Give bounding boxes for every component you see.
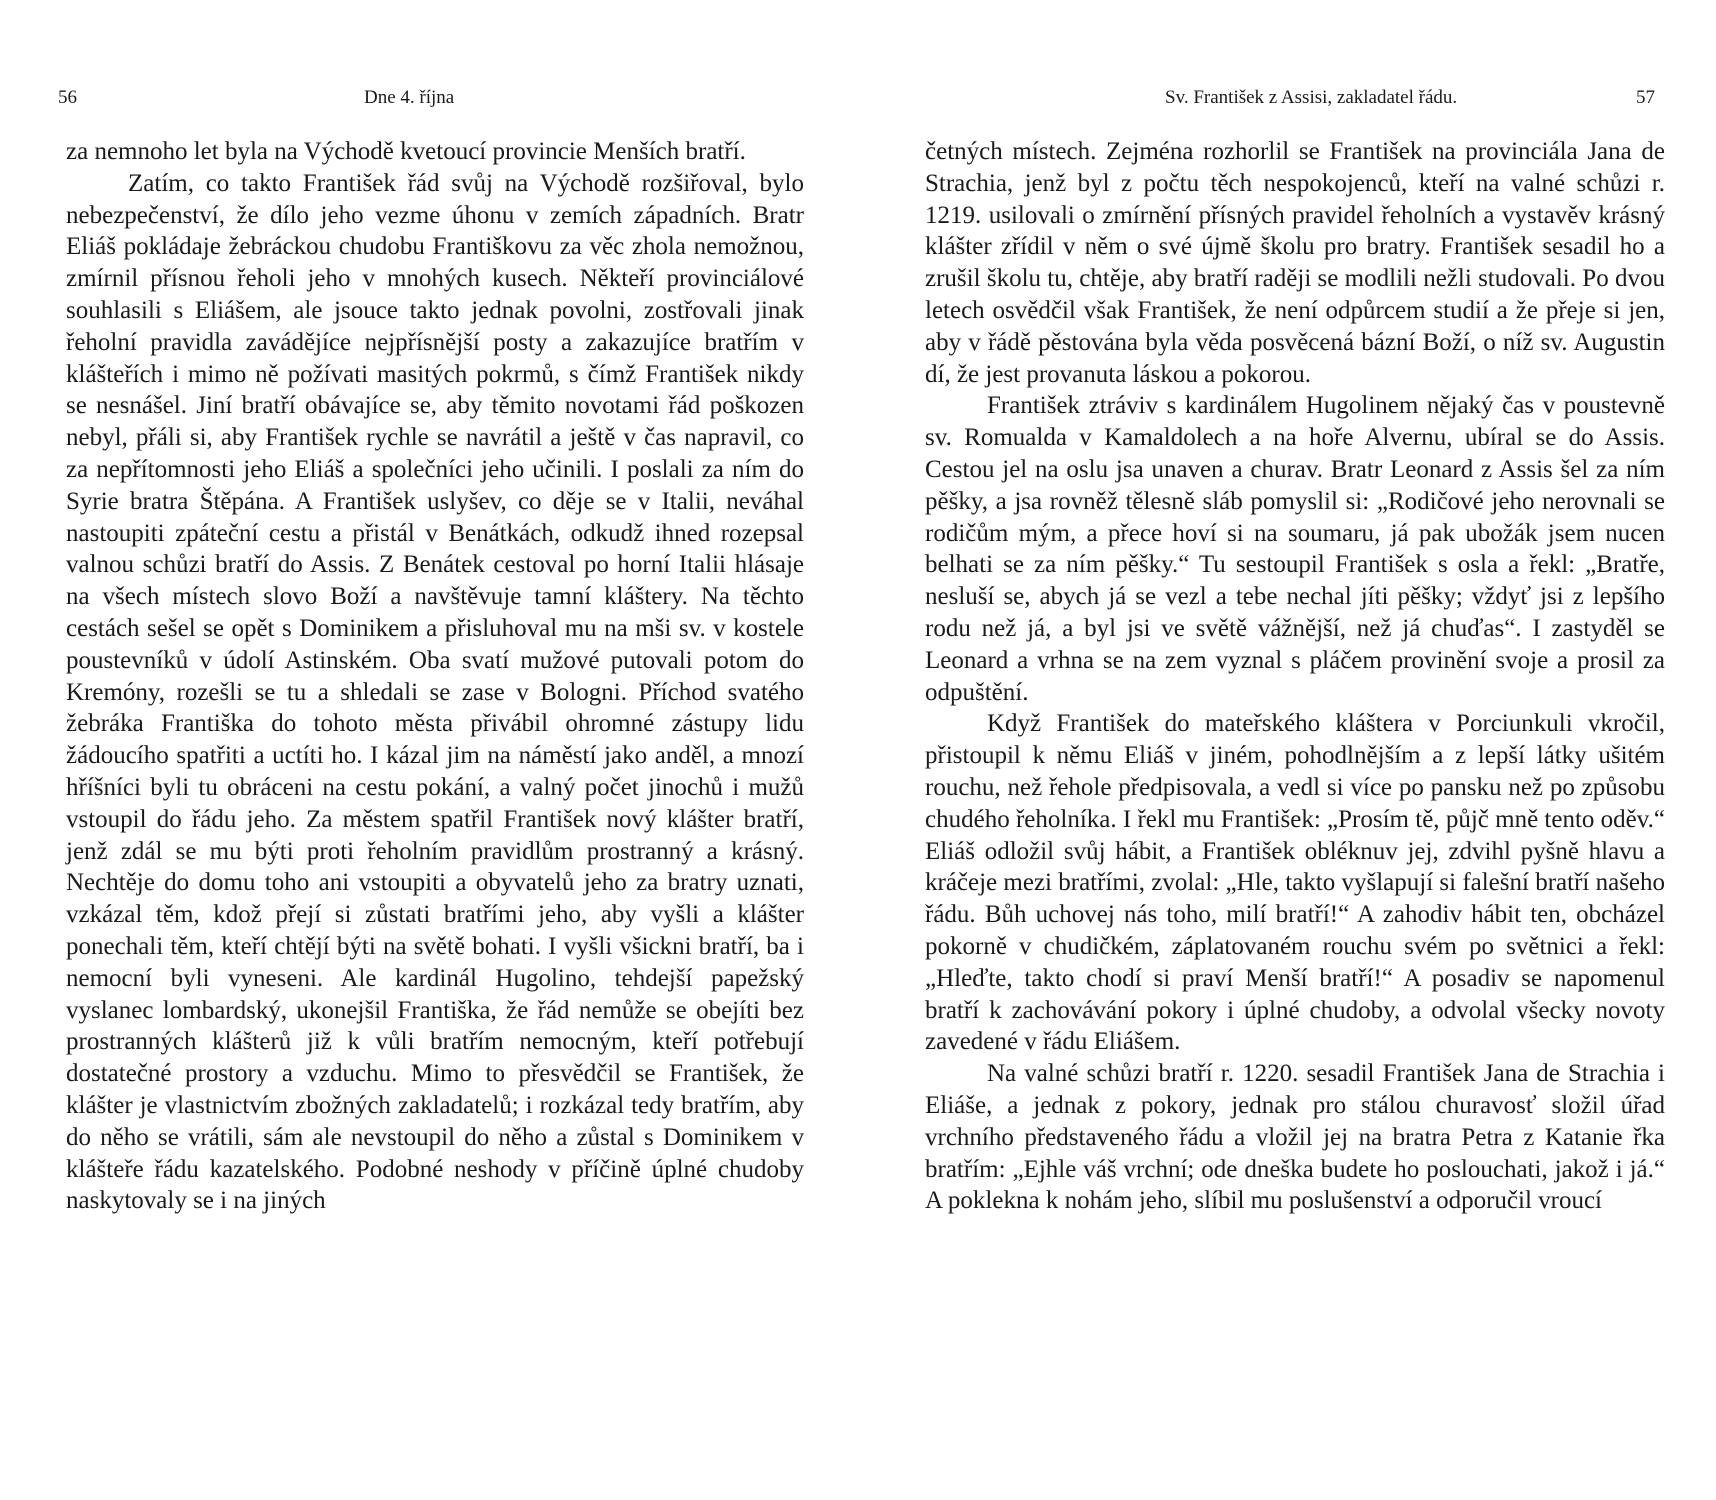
right-page-body	[925, 136, 1665, 1217]
running-title: Sv. František z Assisi, zakladatel řádu.	[1165, 87, 1458, 108]
paragraph: Na valné schůzi bratří r. 1220. sesadil František Jana de Strachia i Eliáše, a jednak z pokory, jednak pro stálou churavosť složil úřad vrchního představeného řádu a vložil jej na bratra Petra z Katanie řka bratřím: „Ejhle váš vrchní; ode dneška budete ho poslouchati, jakož i já.“ A poklekna k nohám jeho, slíbil mu poslušenství a odporučil vroucí	[925, 1060, 1665, 1215]
left-page-header	[58, 86, 814, 116]
paragraph: četných místech. Zejména rozhorlil se František na provinciála Jana de Strachia, jenž byl z počtu těch nespokojenců, kteří na valné schůzi r. 1219. usilovali o zmírnění přísných pravidel řeholních a vystavěv krásný klášter zřídil v něm o své újmě školu pro bratry. František sesadil ho a zrušil školu tu, chtěje, aby bratří raději se modlili nežli studovali. Po dvou letech osvědčil však František, že není odpůrcem studií a že přeje si jen, aby v řádě pěstována byla věda posvěcená bázní Boží, o níž sv. Augustin dí, že jest provanuta láskou a pokorou.	[925, 138, 1665, 388]
running-title: Dne 4. října	[364, 87, 455, 108]
right-page-header	[901, 86, 1655, 116]
page-number: 57	[1636, 87, 1655, 108]
left-page-body	[66, 136, 804, 1217]
paragraph: za nemnoho let byla na Východě kvetoucí provincie Menších bratří.	[66, 138, 746, 165]
paragraph: Zatím, co takto František řád svůj na Východě rozšiřoval, bylo nebezpečenství, že dílo jeho vezme úhonu v zemích západních. Bratr Eliáš pokládaje žebráckou chudobu Františkovu za věc zhola nemožnou, zmírnil přísnou řeholi jeho v mnohých kusech. Někteří provinciálové souhlasili s Eliášem, ale jsouce takto jednak povolni, zostřovali jinak řeholní pravidla zavádějíce nejpřísnější posty a zakazujíce bratřím v klášteřích i mimo ně požívati masitých pokrmů, s čímž František nikdy se nesnášel. Jiní bratří obávajíce se, aby těmito novotami řád poškozen nebyl, přáli si, aby František rychle se navrátil a ještě v čas napravil, co za nepřítomnosti jeho Eliáš a společníci jeho učinili. I poslali za ním do Syrie bratra Štěpána. A František uslyšev, co děje se v Italii, neváhal nastoupiti zpáteční cestu a přistál v Benátkách, odkudž ihned rozepsal valnou schůzi bratří do Assis. Z Benátek cestoval po horní Italii hlásaje na všech místech slovo Boží a navštěvuje tamní kláštery. Na těchto cestách sešel se opět s Dominikem a přisluhoval mu na mši sv. v kostele poustevníků v údolí Astinském. Oba svatí mužové putovali potom do Kremóny, rozešli se tu a shledali se zase v Bologni. Příchod svatého žebráka Františka do tohoto města přivábil ohromné zástupy lidu žádoucího spatřiti a uctíti ho. I kázal jim na náměstí jako anděl, a mnozí hříšníci byli tu obráceni na cestu pokání, a valný počet jinochů i mužů vstoupil do řádu jeho. Za městem spatřil František nový klášter bratří, jenž zdál se mu býti proti řeholním pravidlům prostranný a krásný. Nechtěje do domu toho ani vstoupiti a obyvatelů jeho za bratry uznati, vzkázal těm, kdož přejí si zůstati bratřími jeho, aby vyšli a klášter ponechali těm, kteří chtějí býti na světě bohati. I vyšli všickni bratří, ba i nemocní byli vyneseni. Ale kardinál Hugolino, tehdejší papežský vyslanec lombardský, ukonejšil Františka, že řád nemůže se obejíti bez prostranných klášterů již k vůli bratřím nemocným, kteří potřebují dostatečné prostory a vzduchu. Mimo to přesvědčil se František, že klášter je vlastnictvím zbožných zakladatelů; i rozkázal tedy bratřím, aby do něho se vrátili, sám ale nevstoupil do něho a zůstal s Dominikem v klášteře řádu kazatelského. Podobné neshody v příčině úplné chudoby naskytovaly se i na jiných	[66, 169, 804, 1215]
right-page	[858, 0, 1716, 1500]
paragraph: František ztráviv s kardinálem Hugolinem nějaký čas v poustevně sv. Romualda v Kamaldolech a na hoře Alvernu, ubíral se do Assis. Cestou jel na oslu jsa unaven a churav. Bratr Leonard z Assis šel za ním pěšky, a jsa rovněž tělesně sláb pomyslil si: „Rodičové jeho nerovnali se rodičům mým, a přece hoví si na soumaru, já pak ubožák jsem nucen belhati se za ním pěšky.“ Tu sestoupil František s osla a řekl: „Bratře, nesluší se, abych já se vezl a tebe nechal jíti pěšky; vždyť jsi z lepšího rodu než já, a byl jsi ve světě vážnější, než já chuďas“. I zastyděl se Leonard a vrhna se na zem vyznal s pláčem provinění svoje a prosil za odpuštění.	[925, 392, 1665, 706]
page-number: 56	[58, 87, 77, 108]
paragraph: Když František do mateřského kláštera v Porciunkuli vkročil, přistoupil k němu Eliáš v jiném, pohodlnějším a z lepší látky ušitém rouchu, než řehole předpisovala, a vedl si více po pansku než po způsobu chudého řeholníka. I řekl mu František: „Prosím tě, půjč mně tento oděv.“ Eliáš odložil svůj hábit, a František obléknuv jej, zdvihl pyšně hlavu a kráčeje mezi bratřími, zvolal: „Hle, takto vyšlapují si falešní bratří našeho řádu. Bůh uchovej nás toho, milí bratří!“ A zahodiv hábit ten, obcházel pokorně v chudičkém, záplatovaném rouchu svém po světnici a řekl: „Hleďte, takto chodí si praví Menší bratří!“ A posadiv se napomenul bratří k zachovávání pokory i úplné chudoby, a odvolal všecky novoty zavedené v řádu Eliášem.	[925, 710, 1666, 1056]
